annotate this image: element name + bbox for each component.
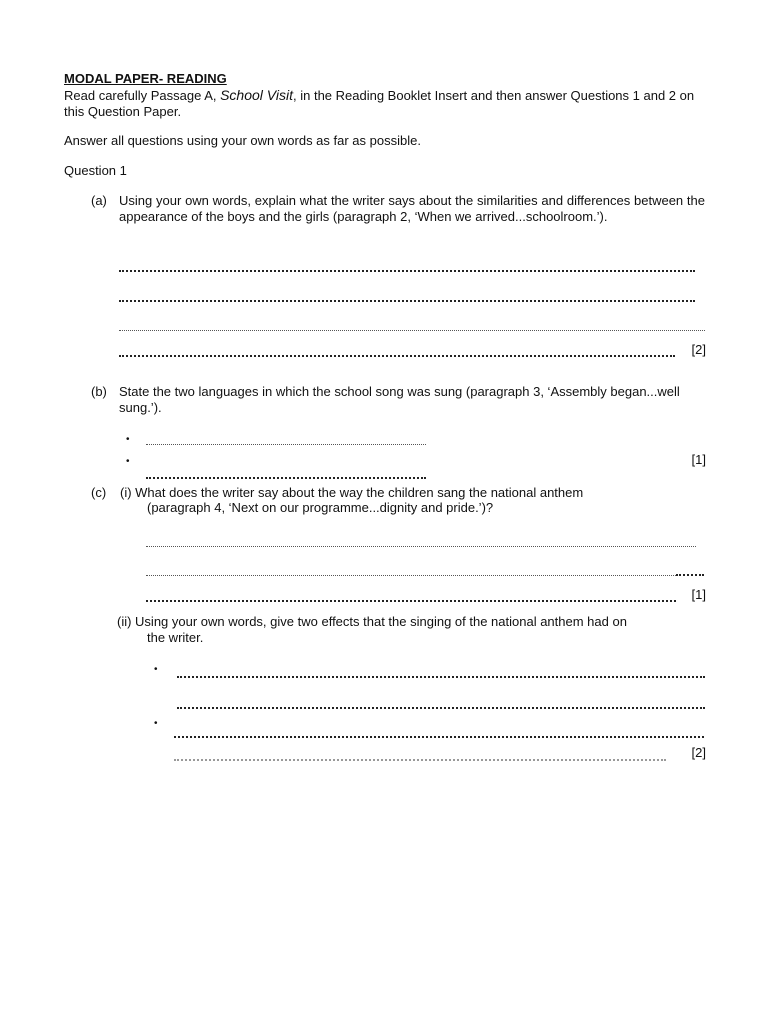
question-b-label: (b) — [91, 384, 107, 399]
answer-line-c1[interactable] — [146, 546, 696, 547]
question-c-ii-text: (ii) Using your own words, give two effects that the singing of the national anthem had on — [117, 614, 627, 629]
answer-line-a2[interactable] — [119, 300, 695, 302]
answer-line-c3[interactable] — [146, 600, 676, 602]
question-c-i-text-cont: (paragraph 4, ‘Next on our programme...dignity and pride.’)? — [147, 500, 494, 515]
question-c-ii-text-cont: the writer. — [147, 630, 204, 645]
answer-line-a4[interactable] — [119, 355, 675, 357]
answer-line-c6[interactable] — [174, 736, 704, 738]
question-a-label: (a) — [91, 193, 107, 208]
bullet-b2: • — [126, 456, 130, 467]
answer-line-c4[interactable] — [177, 676, 705, 678]
answer-line-c2-end — [676, 574, 704, 576]
bullet-c-ii-2: • — [154, 718, 158, 729]
marks-b: [1] — [691, 452, 706, 467]
answer-line-b1[interactable] — [146, 444, 426, 445]
question-b-text: State the two languages in which the school song was sung (paragraph 3, ‘Assembly began...well sung.’). — [119, 384, 680, 415]
answer-line-a3[interactable] — [119, 330, 705, 331]
bullet-b1: • — [126, 434, 130, 445]
question-c-i-text: (i) What does the writer say about the way the children sang the national anthem — [120, 485, 584, 500]
intro-after: , in the Reading Booklet Insert and then answer Questions 1 and 2 on this Question Paper. — [64, 88, 695, 119]
question-c-label: (c) — [91, 485, 107, 500]
answer-line-c2[interactable] — [146, 575, 676, 576]
marks-c-ii: [2] — [691, 745, 706, 760]
bullet-c-ii-1: • — [154, 664, 158, 675]
question-heading: Question 1 — [64, 163, 127, 178]
answer-line-a1[interactable] — [119, 270, 695, 272]
marks-a: [2] — [691, 342, 706, 357]
paper-title: MODAL PAPER- READING — [64, 71, 227, 86]
instruction-text: Answer all questions using your own words as far as possible. — [64, 133, 421, 148]
intro-paragraph — [64, 87, 706, 120]
intro-before: Read carefully Passage A, — [64, 88, 221, 103]
intro-passage-title: School Visit — [220, 87, 293, 103]
answer-line-b2[interactable] — [146, 477, 426, 479]
marks-c-i: [1] — [691, 587, 706, 602]
answer-line-c5[interactable] — [177, 707, 705, 709]
answer-line-c7[interactable] — [174, 759, 666, 761]
question-a-text: Using your own words, explain what the writer says about the similarities and differences between the appearance of the boys and the girls (paragraph 2, ‘When we arrived...schoolroom.’). — [119, 193, 705, 224]
